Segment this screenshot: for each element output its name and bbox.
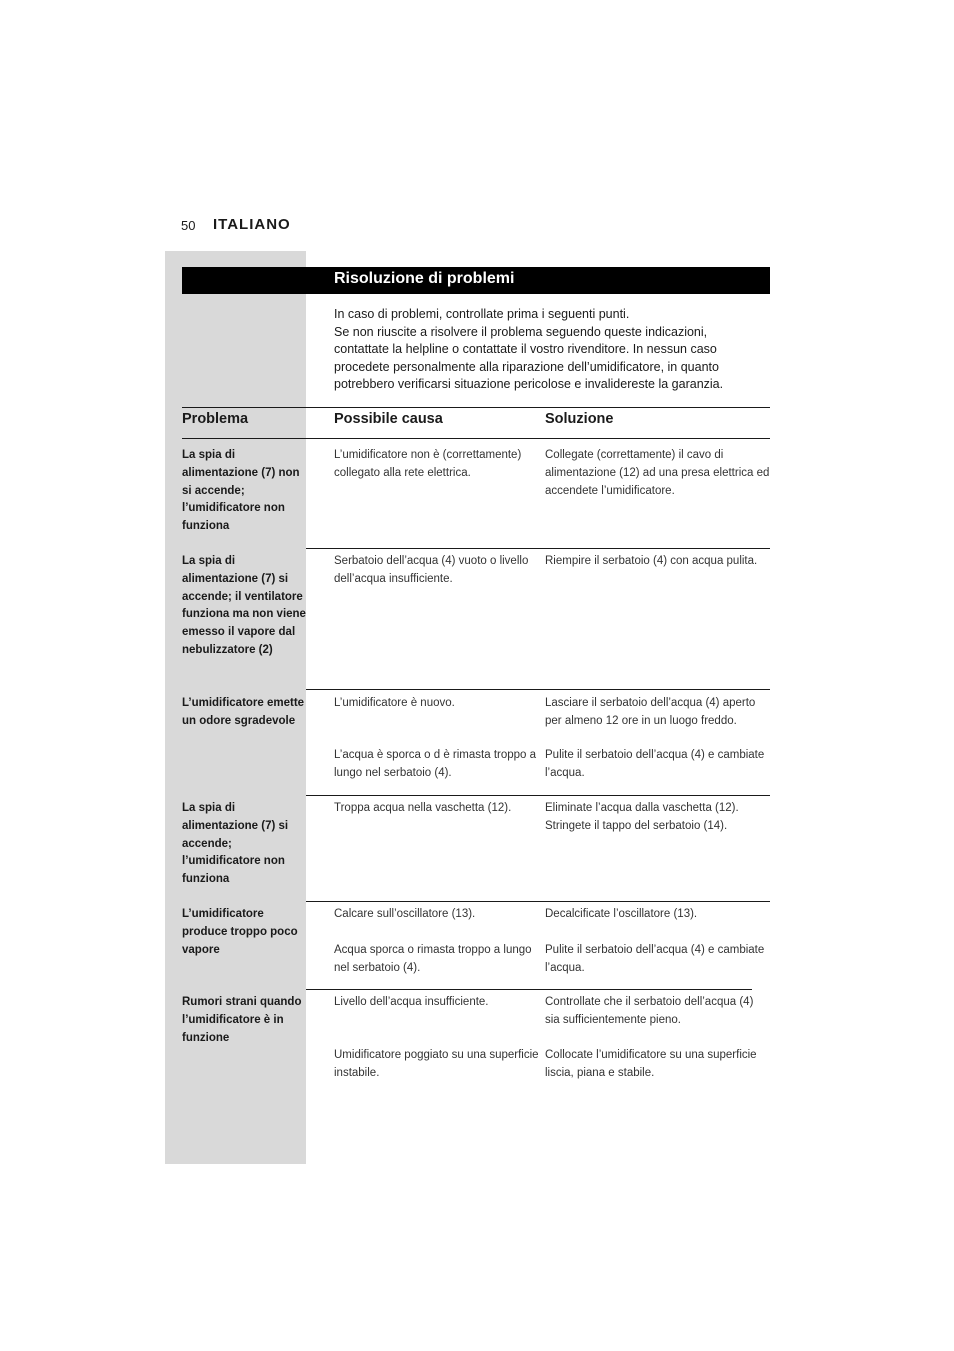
- row-divider: [306, 901, 770, 902]
- table-row-solution: Riempire il serbatoio (4) con acqua pulita.: [545, 555, 758, 567]
- table-row-solution: Collegate (correttamente) il cavo di alimentazione (12) ad una presa elettrica ed accendete l’umidificatore.: [545, 449, 770, 497]
- table-row-cause: Serbatoio dell’acqua (4) vuoto o livello dell’acqua insufficiente.: [334, 555, 529, 585]
- intro-line-2: Se non riuscite a risolvere il problema seguendo queste indicazioni, contattate la helpline o contattate il vostro rivenditore. In nessun caso procedete personalmente alla riparazione dell’umidificatore, in quanto potrebbero verificarsi situazione pericolose e invalidereste la garanzia.: [334, 324, 724, 392]
- language-heading: ITALIANO: [213, 216, 291, 233]
- table-row-cause: Acqua sporca o rimasta troppo a lungo nel serbatoio (4).: [334, 944, 532, 974]
- intro-text: [334, 306, 754, 394]
- row-divider: [306, 989, 752, 990]
- table-row-problem: La spia di alimentazione (7) si accende; il ventilatore funziona ma non viene emesso il vapore dal nebulizzatore (2): [182, 555, 306, 656]
- section-title-bar: [182, 267, 770, 294]
- table-row-cause: L’umidificatore è nuovo.: [334, 697, 455, 709]
- column-header-cause: Possibile causa: [334, 411, 443, 427]
- column-header-problem: Problema: [182, 411, 249, 427]
- table-row-solution: Lasciare il serbatoio dell’acqua (4) aperto per almeno 12 ore in un luogo freddo.: [545, 697, 756, 727]
- row-divider: [306, 795, 770, 796]
- table-row-solution: Controllate che il serbatoio dell’acqua (4) sia sufficientemente pieno.: [545, 996, 754, 1026]
- table-row-problem: La spia di alimentazione (7) si accende; l’umidificatore non funziona: [182, 802, 289, 886]
- column-header-solution: Soluzione: [545, 411, 614, 427]
- table-row-cause: Livello dell’acqua insufficiente.: [334, 996, 489, 1008]
- intro-line-1: In caso di problemi, controllate prima i seguenti punti.: [334, 307, 630, 321]
- table-row-problem: Rumori strani quando l’umidificatore è in funzione: [182, 996, 302, 1044]
- table-row-solution: Collocate l’umidificatore su una superficie liscia, piana e stabile.: [545, 1049, 757, 1079]
- table-top-rule: [182, 407, 770, 408]
- header-bottom-rule: [182, 438, 770, 439]
- table-row-solution: Pulite il serbatoio dell’acqua (4) e cambiate l’acqua.: [545, 944, 765, 974]
- row-divider: [306, 548, 770, 549]
- table-row-cause: Troppa acqua nella vaschetta (12).: [334, 802, 512, 814]
- table-row-solution: Eliminate l’acqua dalla vaschetta (12). Stringete il tappo del serbatoio (14).: [545, 802, 739, 832]
- table-row-problem: La spia di alimentazione (7) non si accende; l’umidificatore non funziona: [182, 449, 300, 533]
- page-number: 50: [181, 218, 196, 233]
- table-row-solution: Pulite il serbatoio dell’acqua (4) e cambiate l’acqua.: [545, 749, 765, 779]
- table-row-problem: L’umidificatore emette un odore sgradevole: [182, 697, 305, 727]
- section-title: Risoluzione di problemi: [334, 270, 515, 287]
- table-row-cause: L’acqua è sporca o d è rimasta troppo a lungo nel serbatoio (4).: [334, 749, 537, 779]
- table-row-problem: L’umidificatore produce troppo poco vapore: [182, 908, 298, 956]
- table-row-solution: Decalcificate l’oscillatore (13).: [545, 908, 698, 920]
- table-row-cause: Calcare sull’oscillatore (13).: [334, 908, 476, 920]
- table-row-cause: L’umidificatore non è (correttamente) collegato alla rete elettrica.: [334, 449, 522, 479]
- table-row-cause: Umidificatore poggiato su una superficie instabile.: [334, 1049, 539, 1079]
- row-divider: [306, 689, 770, 690]
